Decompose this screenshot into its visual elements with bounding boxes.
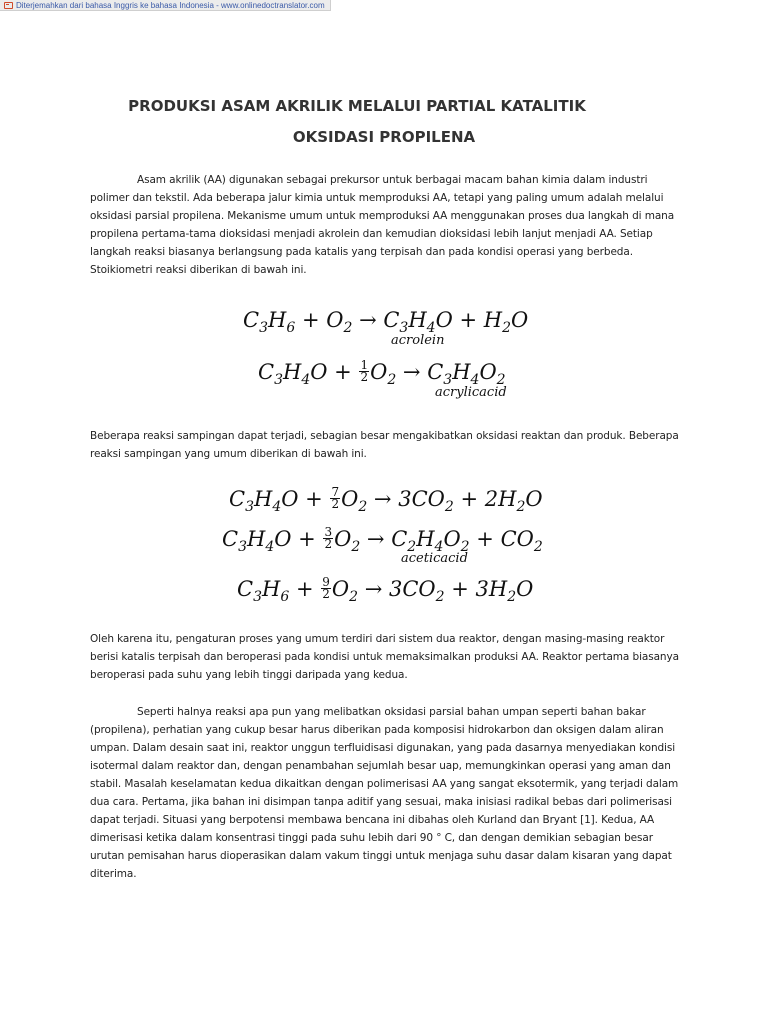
paragraph-side-reactions: Beberapa reaksi sampingan dapat terjadi, sebagian besar mengakibatkan oksidasi reaktan dan produk. Beberapa reaksi sampingan yang umum diberikan di bawah ini.	[90, 430, 679, 460]
document-title-line1: PRODUKSI ASAM AKRILIK MELALUI PARTIAL KATALITIK	[128, 97, 586, 115]
document-translate-icon	[4, 2, 13, 9]
label-acrolein: acrolein	[391, 333, 445, 348]
translation-banner[interactable]	[0, 0, 331, 11]
label-acrylic-acid: acrylicacid	[435, 385, 507, 400]
equation-propylene-to-acrolein: $C_3H_6 + O_2 \to C_3H_4O + H_2O$	[243, 308, 529, 336]
equation-acrolein-combustion: $C_3H_4O$ + $\frac{7}{2}$ $O_2 \to 3CO_2 + 2H_2O$	[229, 485, 543, 515]
equation-propylene-combustion: $C_3H_6$ + $\frac{9}{2}$ $O_2 \to 3CO_2 + 3H_2O$	[237, 575, 534, 605]
equation-acrolein-to-acrylic-acid: $C_3H_4O$ + $\frac{1}{2}$ $O_2 \to C_3H_4O_2$	[258, 358, 506, 388]
paragraph-intro: Asam akrilik (AA) digunakan sebagai prekursor untuk berbagai macam bahan kimia dalam industri polimer dan tekstil. Ada beberapa jalur kimia untuk memproduksi AA, tetapi yang paling umum adalah melalui oksidasi parsial propilena. Mekanisme umum untuk memproduksi AA menggunakan proses dua langkah di mana propilena pertama-tama dioksidasi menjadi akrolein dan kemudian dioksidasi lebih lanjut menjadi AA. Setiap langkah reaksi biasanya berlangsung pada katalis yang terpisah dan pada kondisi operasi yang berbeda. Stoikiometri reaksi diberikan di bawah ini.	[90, 174, 675, 276]
banner-text[interactable]: Diterjemahkan dari bahasa Inggris ke bahasa Indonesia - www.onlinedoctranslator.com	[16, 0, 325, 10]
equation-acrolein-to-acetic-acid: $C_3H_4O$ + $\frac{3}{2}$ $O_2 \to C_2H_4O_2 + CO_2$	[222, 525, 543, 555]
paragraph-safety: Seperti halnya reaksi apa pun yang melibatkan oksidasi parsial bahan umpan seperti bahan bakar (propilena), perhatian yang cukup besar harus diberikan pada komposisi hidrokarbon dan oksigen dalam aliran umpan. Dalam desain saat ini, reaktor unggun terfluidisasi digunakan, yang pada dasarnya menyediakan kondisi isotermal dalam reaktor dan, dengan penambahan sejumlah besar uap, memungkinkan operasi yang aman dan stabil. Masalah keselamatan kedua dikaitkan dengan polimerisasi AA yang sangat eksotermik, yang terjadi dalam dua cara. Pertama, jika bahan ini disimpan tanpa aditif yang sesuai, maka inisiasi radikal bebas dari polimerisasi dapat terjadi. Situasi yang berpotensi membawa bencana ini dibahas oleh Kurland dan Bryant [1]. Kedua, AA dimerisasi ketika dalam konsentrasi tinggi pada suhu lebih dari 90 ° C, dan dengan demikian sebagian besar urutan pemisahan harus dioperasikan dalam vakum tinggi untuk menjaga suhu dasar dalam kisaran yang dapat diterima.	[90, 706, 679, 880]
document-title-line2: OKSIDASI PROPILENA	[292, 128, 476, 146]
label-acetic-acid: aceticacid	[401, 551, 468, 566]
paragraph-process-setup: Oleh karena itu, pengaturan proses yang umum terdiri dari sistem dua reaktor, dengan masing-masing reaktor berisi katalis terpisah dan beroperasi pada kondisi untuk memaksimalkan produksi AA. Reaktor pertama biasanya beroperasi pada suhu yang lebih tinggi daripada yang kedua.	[90, 633, 679, 681]
